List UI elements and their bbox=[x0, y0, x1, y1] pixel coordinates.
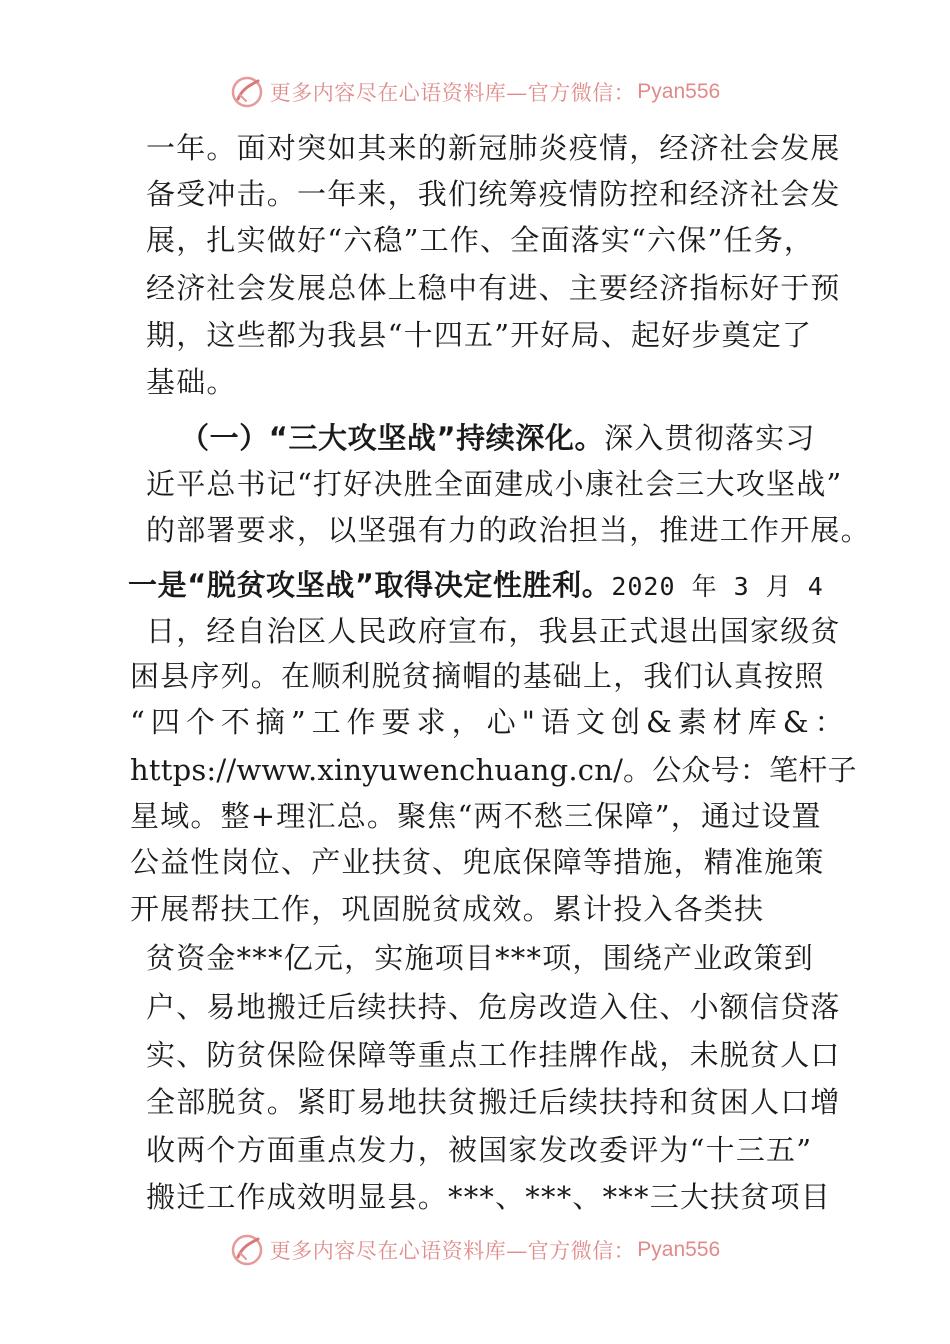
text-line: 全部脱贫。紧盯易地扶贫搬迁后续扶持和贫困人口增 bbox=[146, 1085, 841, 1119]
text-line: https://www.xinyuwenchuang.cn/。公众号：笔杆子 bbox=[130, 753, 857, 787]
footer-banner-handle: Pyan556 bbox=[637, 1238, 721, 1261]
brush-logo-icon bbox=[230, 1233, 264, 1267]
text-line: 日，经自治区人民政府宣布，我县正式退出国家级贫 bbox=[146, 614, 841, 648]
item-heading: 一是“脱贫攻坚战”取得决定性胜利。 bbox=[128, 568, 612, 602]
section-heading-rest: 深入贯彻落实习 bbox=[604, 421, 816, 455]
text-line: 搬迁工作成效明显县。***、***、***三大扶贫项目 bbox=[146, 1180, 831, 1214]
text-line: 基础。 bbox=[146, 365, 237, 399]
text-line: 贫资金***亿元，实施项目***项，围绕产业政策到 bbox=[146, 941, 815, 975]
text-line: 困县序列。在顺利脱贫摘帽的基础上，我们认真按照 bbox=[130, 659, 825, 693]
text-line: 期，这些都为我县“十四五”开好局、起好步奠定了 bbox=[146, 318, 813, 352]
text-line: 近平总书记“打好决胜全面建成小康社会三大攻坚战” bbox=[146, 467, 843, 501]
brush-logo-icon bbox=[230, 75, 264, 109]
header-banner-handle: Pyan556 bbox=[637, 80, 721, 103]
header-watermark-banner bbox=[0, 70, 950, 114]
section-heading: （一）“三大攻坚战”持续深化。 bbox=[180, 421, 605, 455]
text-line: 星域。整+理汇总。聚焦“两不愁三保障”，通过设置 bbox=[130, 799, 822, 833]
text-line: 收两个方面重点发力，被国家发改委评为“十三五” bbox=[146, 1133, 813, 1167]
text-line: 公益性岗位、产业扶贫、兜底保障等措施，精准施策 bbox=[130, 845, 825, 879]
text-line: 实、防贫保险保障等重点工作挂牌作战，未脱贫人口 bbox=[146, 1038, 841, 1072]
header-banner-text: 更多内容尽在心语资料库—官方微信： bbox=[269, 81, 636, 105]
text-line: 一年。面对突如其来的新冠肺炎疫情，经济社会发展 bbox=[146, 131, 841, 165]
section-heading-line bbox=[180, 418, 816, 458]
text-line: 户、易地搬迁后续扶持、危房改造入住、小额信贷落 bbox=[146, 990, 841, 1024]
footer-watermark-banner bbox=[0, 1228, 950, 1272]
item-date-text: 2020 年 3 月 4 bbox=[611, 572, 824, 601]
text-line: “四个不摘”工作要求，心"语文创&素材库&： bbox=[130, 705, 850, 739]
text-line: 开展帮扶工作，巩固脱贫成效。累计投入各类扶 bbox=[130, 892, 765, 926]
text-line: 展，扎实做好“六稳”工作、全面落实“六保”任务， bbox=[146, 223, 815, 257]
footer-banner-text: 更多内容尽在心语资料库—官方微信： bbox=[269, 1239, 636, 1263]
text-line: 的部署要求，以坚强有力的政治担当，推进工作开展。 bbox=[146, 513, 871, 547]
item-heading-line bbox=[128, 565, 824, 605]
text-line: 经济社会发展总体上稳中有进、主要经济指标好于预 bbox=[146, 271, 841, 305]
text-line: 备受冲击。一年来，我们统筹疫情防控和经济社会发 bbox=[146, 177, 841, 211]
